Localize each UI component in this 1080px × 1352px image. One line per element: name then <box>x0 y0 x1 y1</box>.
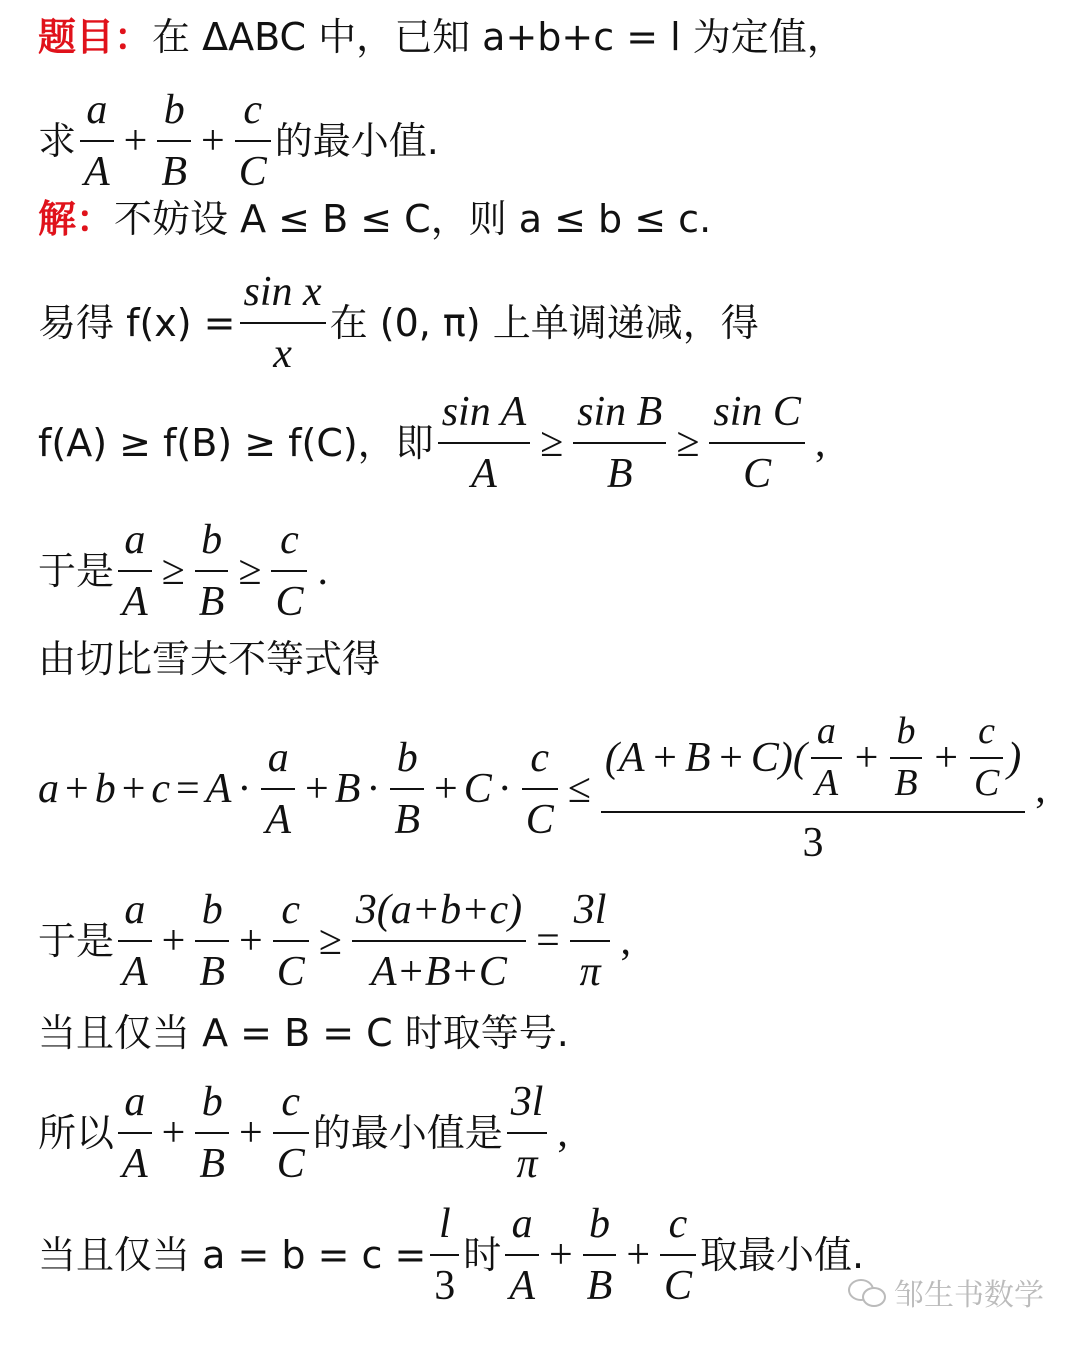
line2-suffix: 在 (0, π) 上单调递减，得 <box>329 301 759 346</box>
line2-prefix: 易得 f(x) = <box>38 301 236 346</box>
solution-line-10: 当且仅当 a = b = c = $\frac{l}{3}$ 时 $\frac{a}{A}$ + $\frac{b}{B}$ + $\frac{c}{C}$ 取最小值. <box>38 1201 865 1310</box>
solution-label: 解： <box>38 197 115 241</box>
frac-c-over-C: $\frac{c}{C}$ <box>235 86 271 197</box>
problem-label: 题目： <box>38 15 153 59</box>
solution-line-9: 所以 $\frac{a}{A}$ + $\frac{b}{B}$ + $\frac{c}{C}$ 的最小值是 $\frac{3l}{\pi}$ , <box>38 1079 568 1188</box>
frac-sinx-over-x: $\frac{\text{sin x}}{x}$ <box>240 268 326 379</box>
problem-line <box>38 15 845 59</box>
frac-3l-over-pi: $\frac{3l}{\pi}$ <box>570 886 611 997</box>
frac-chebyshev-bound: ( A + B + C )( $\frac{a}{A}$ + $\frac{b}{B}$ + $\frac{c}{C}$ ) 3 <box>601 710 1025 868</box>
solution-line-2 <box>38 268 759 379</box>
frac-sinA-over-A: $\frac{\text{sin A}}{A}$ <box>438 388 530 499</box>
watermark-text: 邹生书数学 <box>894 1278 1044 1313</box>
solution-line-3: f(A) ≥ f(B) ≥ f(C)，即 $\frac{\text{sin A}}{A}$ ≥ $\frac{\text{sin B}}{B}$ ≥ $\frac{\text{sin C}}{C}$ , <box>38 389 826 498</box>
ask-prefix: 求 <box>38 119 77 164</box>
watermark <box>848 1270 1044 1314</box>
solution-line-5 <box>38 637 381 681</box>
wechat-icon <box>848 1277 886 1307</box>
solution-line-6: a + b + c = A · $\frac{a}{A}$ + B · $\frac{b}{B}$ + C · $\frac{c}{C}$ ≤ ( A + B + C )( $\frac{a}{A}$ + $\frac{b}{B}$ + $\frac{c}{C}$ ) 3 , <box>38 710 1046 867</box>
line4-prefix: 于是 <box>38 549 115 594</box>
solution-line-8: 当且仅当 A = B = C 时取等号. <box>38 1011 569 1055</box>
frac-b-over-B: $\frac{b}{B}$ <box>157 86 191 197</box>
ask-line: 求 $\frac{a}{A}$ + $\frac{b}{B}$ + $\frac{c}{C}$ 的最小值. <box>38 87 439 196</box>
frac-3sum-over-angles: $\frac{3(a+b+c)}{A+B+C}$ <box>352 886 526 997</box>
solution-line-4: 于是 $\frac{a}{A}$ ≥ $\frac{b}{B}$ ≥ $\frac{c}{C}$ . <box>38 517 328 626</box>
ask-suffix: 的最小值. <box>274 119 439 164</box>
frac-sinC-over-C: $\frac{\text{sin C}}{C}$ <box>709 388 805 499</box>
problem-text: 在 ΔABC 中，已知 a+b+c = l 为定值， <box>152 15 845 59</box>
solution-assume: 不妨设 A ≤ B ≤ C，则 a ≤ b ≤ c. <box>114 197 712 241</box>
line3-prefix: f(A) ≥ f(B) ≥ f(C)，即 <box>38 421 434 466</box>
solution-line-7: 于是 $\frac{a}{A}$ + $\frac{b}{B}$ + $\frac{c}{C}$ ≥ $\frac{3(a+b+c)}{A+B+C}$ = $\frac{3l}{\pi}$ , <box>38 887 631 996</box>
frac-sinB-over-B: $\frac{\text{sin B}}{B}$ <box>573 388 666 499</box>
chebyshev-text: 由切比雪夫不等式得 <box>38 637 381 681</box>
frac-a-over-A: $\frac{a}{A}$ <box>80 86 114 197</box>
solution-line-1 <box>38 197 712 241</box>
